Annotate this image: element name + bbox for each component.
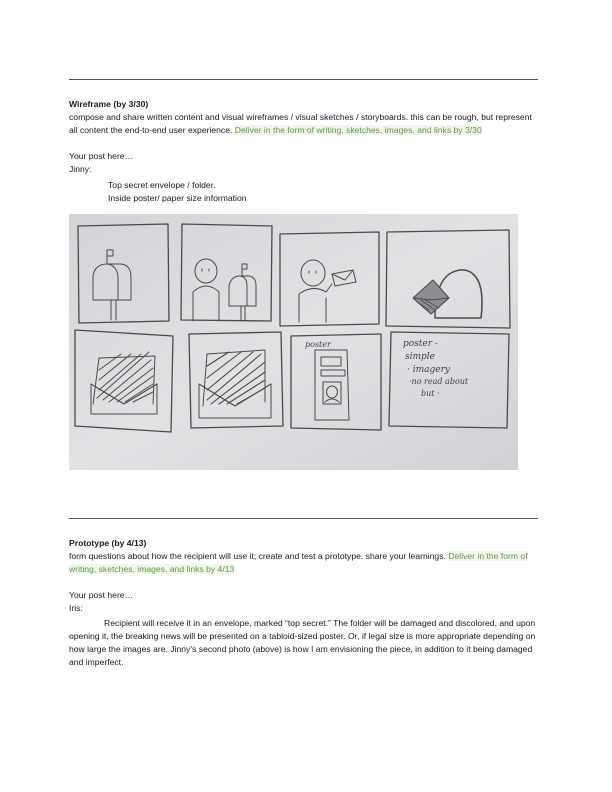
wireframe-note-2: Inside poster/ paper size information	[108, 193, 247, 203]
wireframe-heading: Wireframe (by 3/30)	[69, 99, 149, 109]
wireframe-author: Jinny:	[69, 164, 92, 174]
wireframe-description	[69, 111, 541, 137]
prototype-section	[69, 537, 541, 669]
wireframe-section	[69, 98, 541, 205]
sketch-note-line-3: · imagery	[407, 365, 450, 375]
storyboard-sketch-photo	[69, 214, 518, 470]
section-divider-top	[69, 79, 538, 80]
sketch-note-line-4: ·no read about	[409, 377, 469, 386]
prototype-desc-text: form questions about how the recipient will use it; create and test a prototype. share your learnings.	[69, 551, 446, 561]
prototype-description	[69, 550, 541, 576]
wireframe-note-1: Top secret envelope / folder.	[108, 180, 216, 190]
prototype-post-prompt: Your post here…	[69, 590, 134, 600]
section-divider-middle	[69, 518, 538, 519]
wireframe-post-prompt: Your post here…	[69, 151, 134, 161]
sketch-note-line-5: but ·	[421, 389, 440, 398]
prototype-heading: Prototype (by 4/13)	[69, 538, 147, 548]
sketch-note-line-1: poster -	[403, 339, 438, 349]
prototype-author: Iris:	[69, 603, 83, 613]
prototype-deliver-note: Deliver in the form of writing, sketches, images, and links by 4/13	[69, 551, 528, 574]
poster-sketch-label: poster	[305, 340, 331, 349]
wireframe-deliver-note: Deliver in the form of writing, sketches, images, and links by 3/30	[234, 125, 482, 135]
wireframe-desc-text: compose and share written content and visual wireframes / visual sketches / storyboards. this can be rough, but represent all content the end-to-end user experience.	[69, 112, 532, 135]
prototype-body: Recipient will receive it in an envelope, marked “top secret.” The folder will be damaged and discolored, and upon opening it, the breaking news will be presented on a tabloid-sized poster. Or, if legal size is more appropriate depending on how large the images are. Jinny’s second photo (above) is how I am envisioning the piece, in addition to it being damaged and imperfect.	[69, 618, 536, 667]
sketch-note-line-2: simple	[405, 352, 435, 362]
